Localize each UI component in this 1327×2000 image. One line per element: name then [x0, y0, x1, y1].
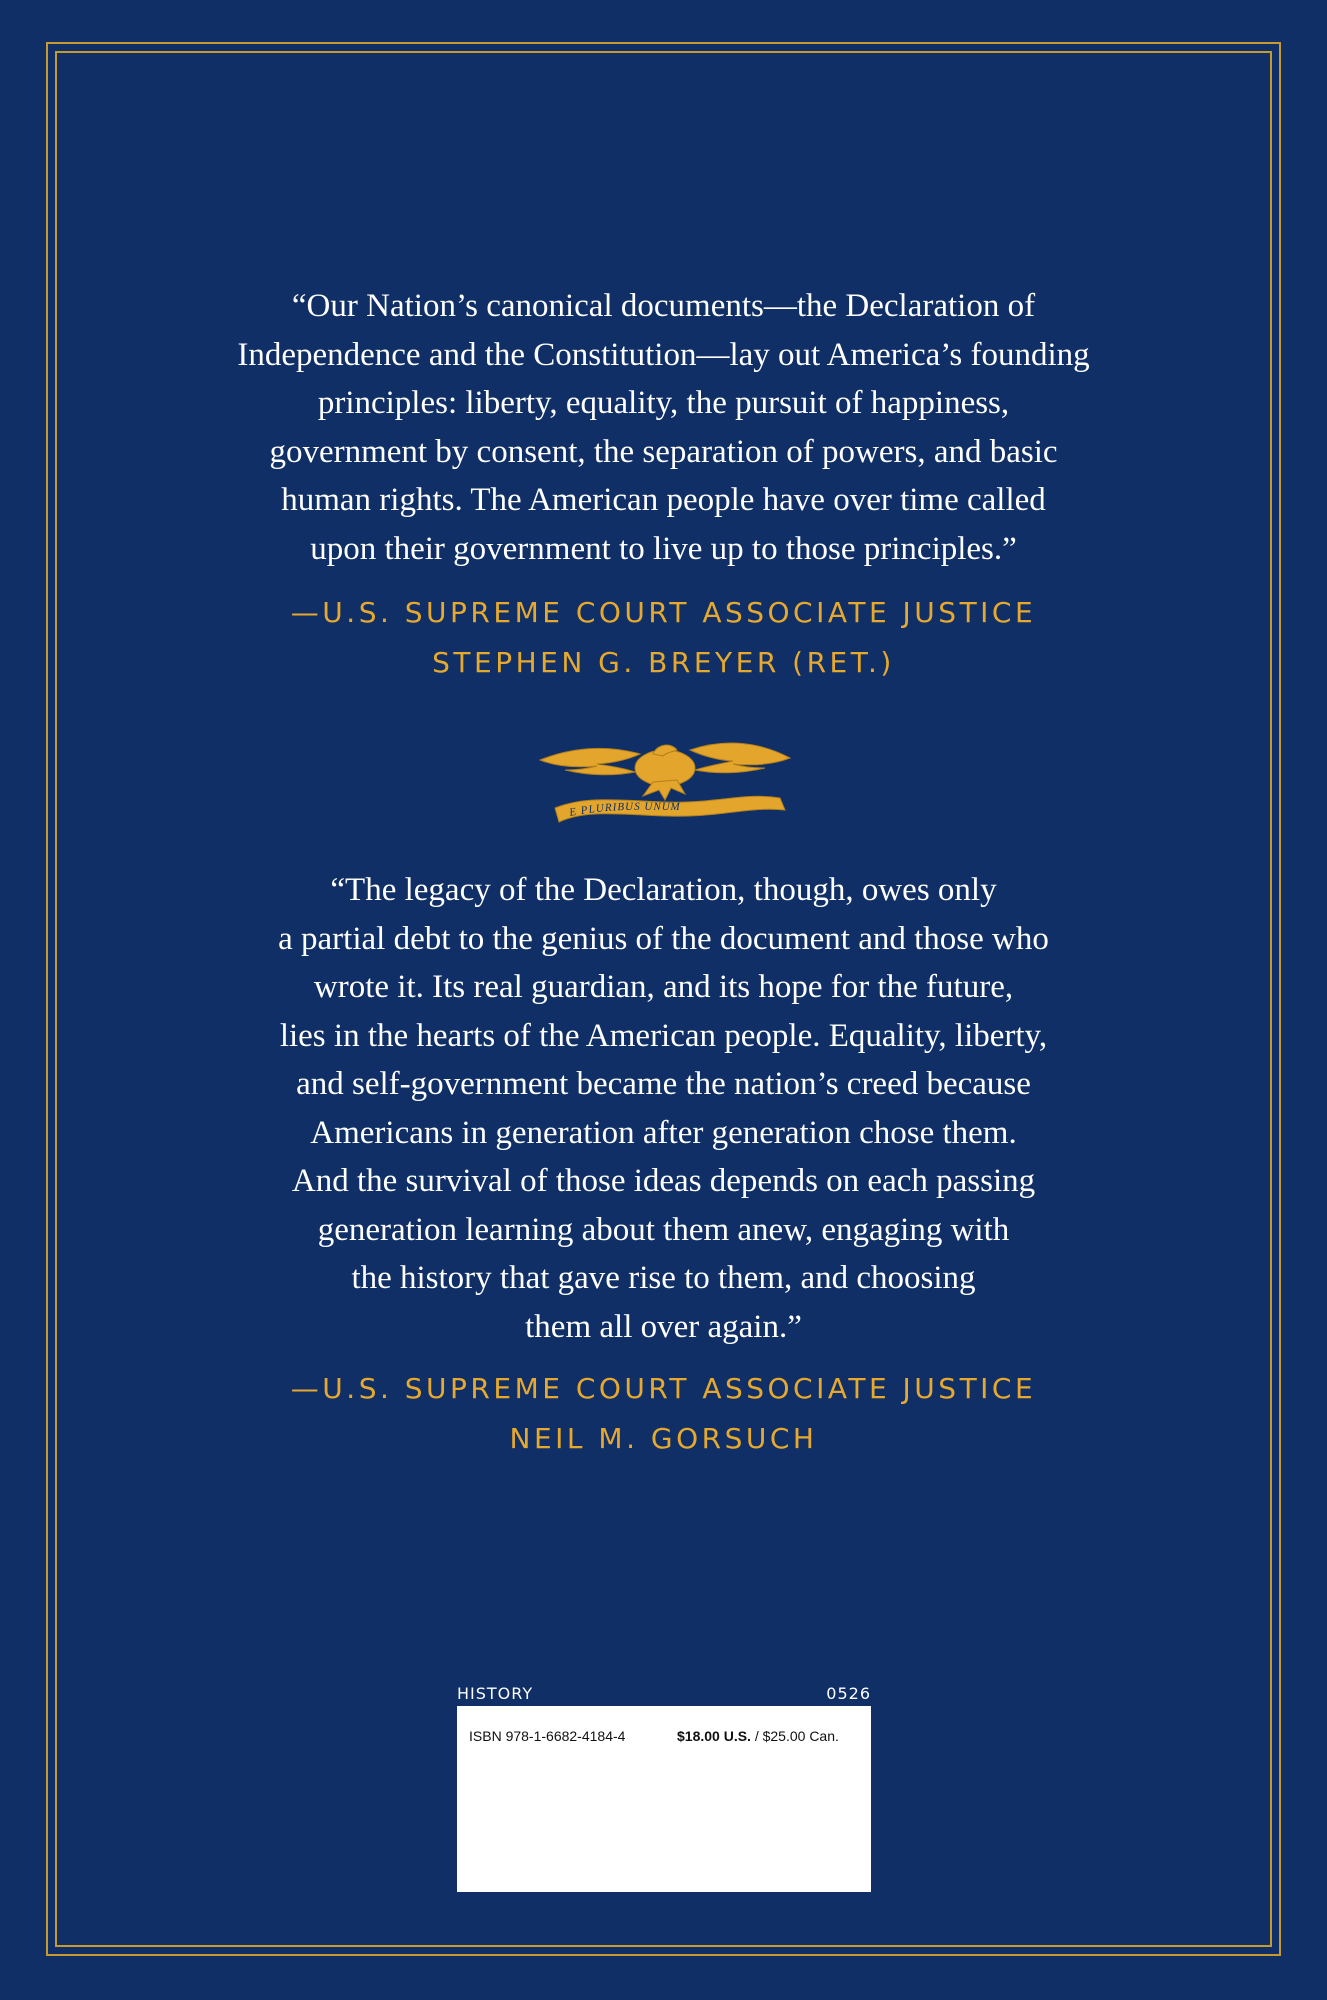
quote-line: Americans in generation after generation chose them. — [310, 1114, 1017, 1151]
quote-line: “Our Nation’s canonical documents—the Declaration of — [291, 288, 1036, 324]
attribution-gorsuch — [140, 1364, 1187, 1464]
price — [677, 1728, 839, 1744]
quote-breyer — [140, 282, 1187, 573]
product-code: 0526 — [826, 1684, 871, 1703]
eagle-banner-icon — [535, 730, 795, 830]
quote-line: the history that gave rise to them, and choosing — [351, 1260, 976, 1296]
price-us: $18.00 U.S. — [677, 1728, 751, 1744]
category-label: HISTORY — [457, 1684, 534, 1703]
quote-line: generation learning about them anew, engaging with — [317, 1211, 1010, 1248]
attribution-name: STEPHEN G. BREYER (RET.) — [432, 646, 895, 679]
quote-gorsuch — [140, 866, 1187, 1351]
quote-line: And the survival of those ideas depends on each passing — [291, 1163, 1036, 1199]
quote-line: and self-government became the nation’s creed because — [296, 1066, 1031, 1102]
barcode-header — [457, 1680, 871, 1706]
quote-line: human rights. The American people have over time called — [281, 482, 1046, 518]
barcode-box — [457, 1706, 871, 1892]
price-separator: / — [750, 1728, 763, 1744]
price-can: $25.00 Can. — [762, 1728, 839, 1744]
barcode-block — [457, 1680, 871, 1892]
attribution-breyer — [140, 588, 1187, 688]
quote-line: Independence and the Constitution—lay out America’s founding — [237, 336, 1090, 373]
banner-text: E PLURIBUS UNUM — [568, 800, 681, 819]
quote-line: lies in the hearts of the American people. Equality, liberty, — [279, 1017, 1048, 1054]
quote-line: upon their government to live up to those principles.” — [310, 530, 1017, 567]
quote-line: wrote it. Its real guardian, and its hope for the future, — [313, 969, 1014, 1005]
attribution-title: —U.S. SUPREME COURT ASSOCIATE JUSTICE — [290, 596, 1037, 629]
quote-line: a partial debt to the genius of the document and those who — [278, 920, 1049, 957]
attribution-title: —U.S. SUPREME COURT ASSOCIATE JUSTICE — [290, 1372, 1037, 1405]
quote-line: principles: liberty, equality, the pursuit of happiness, — [317, 385, 1010, 421]
quote-line: government by consent, the separation of powers, and basic — [269, 433, 1058, 470]
isbn: ISBN 978-1-6682-4184-4 — [469, 1728, 626, 1744]
quote-line: “The legacy of the Declaration, though, owes only — [330, 872, 997, 908]
attribution-name: NEIL M. GORSUCH — [509, 1422, 818, 1455]
quote-line: them all over again.” — [525, 1308, 802, 1345]
